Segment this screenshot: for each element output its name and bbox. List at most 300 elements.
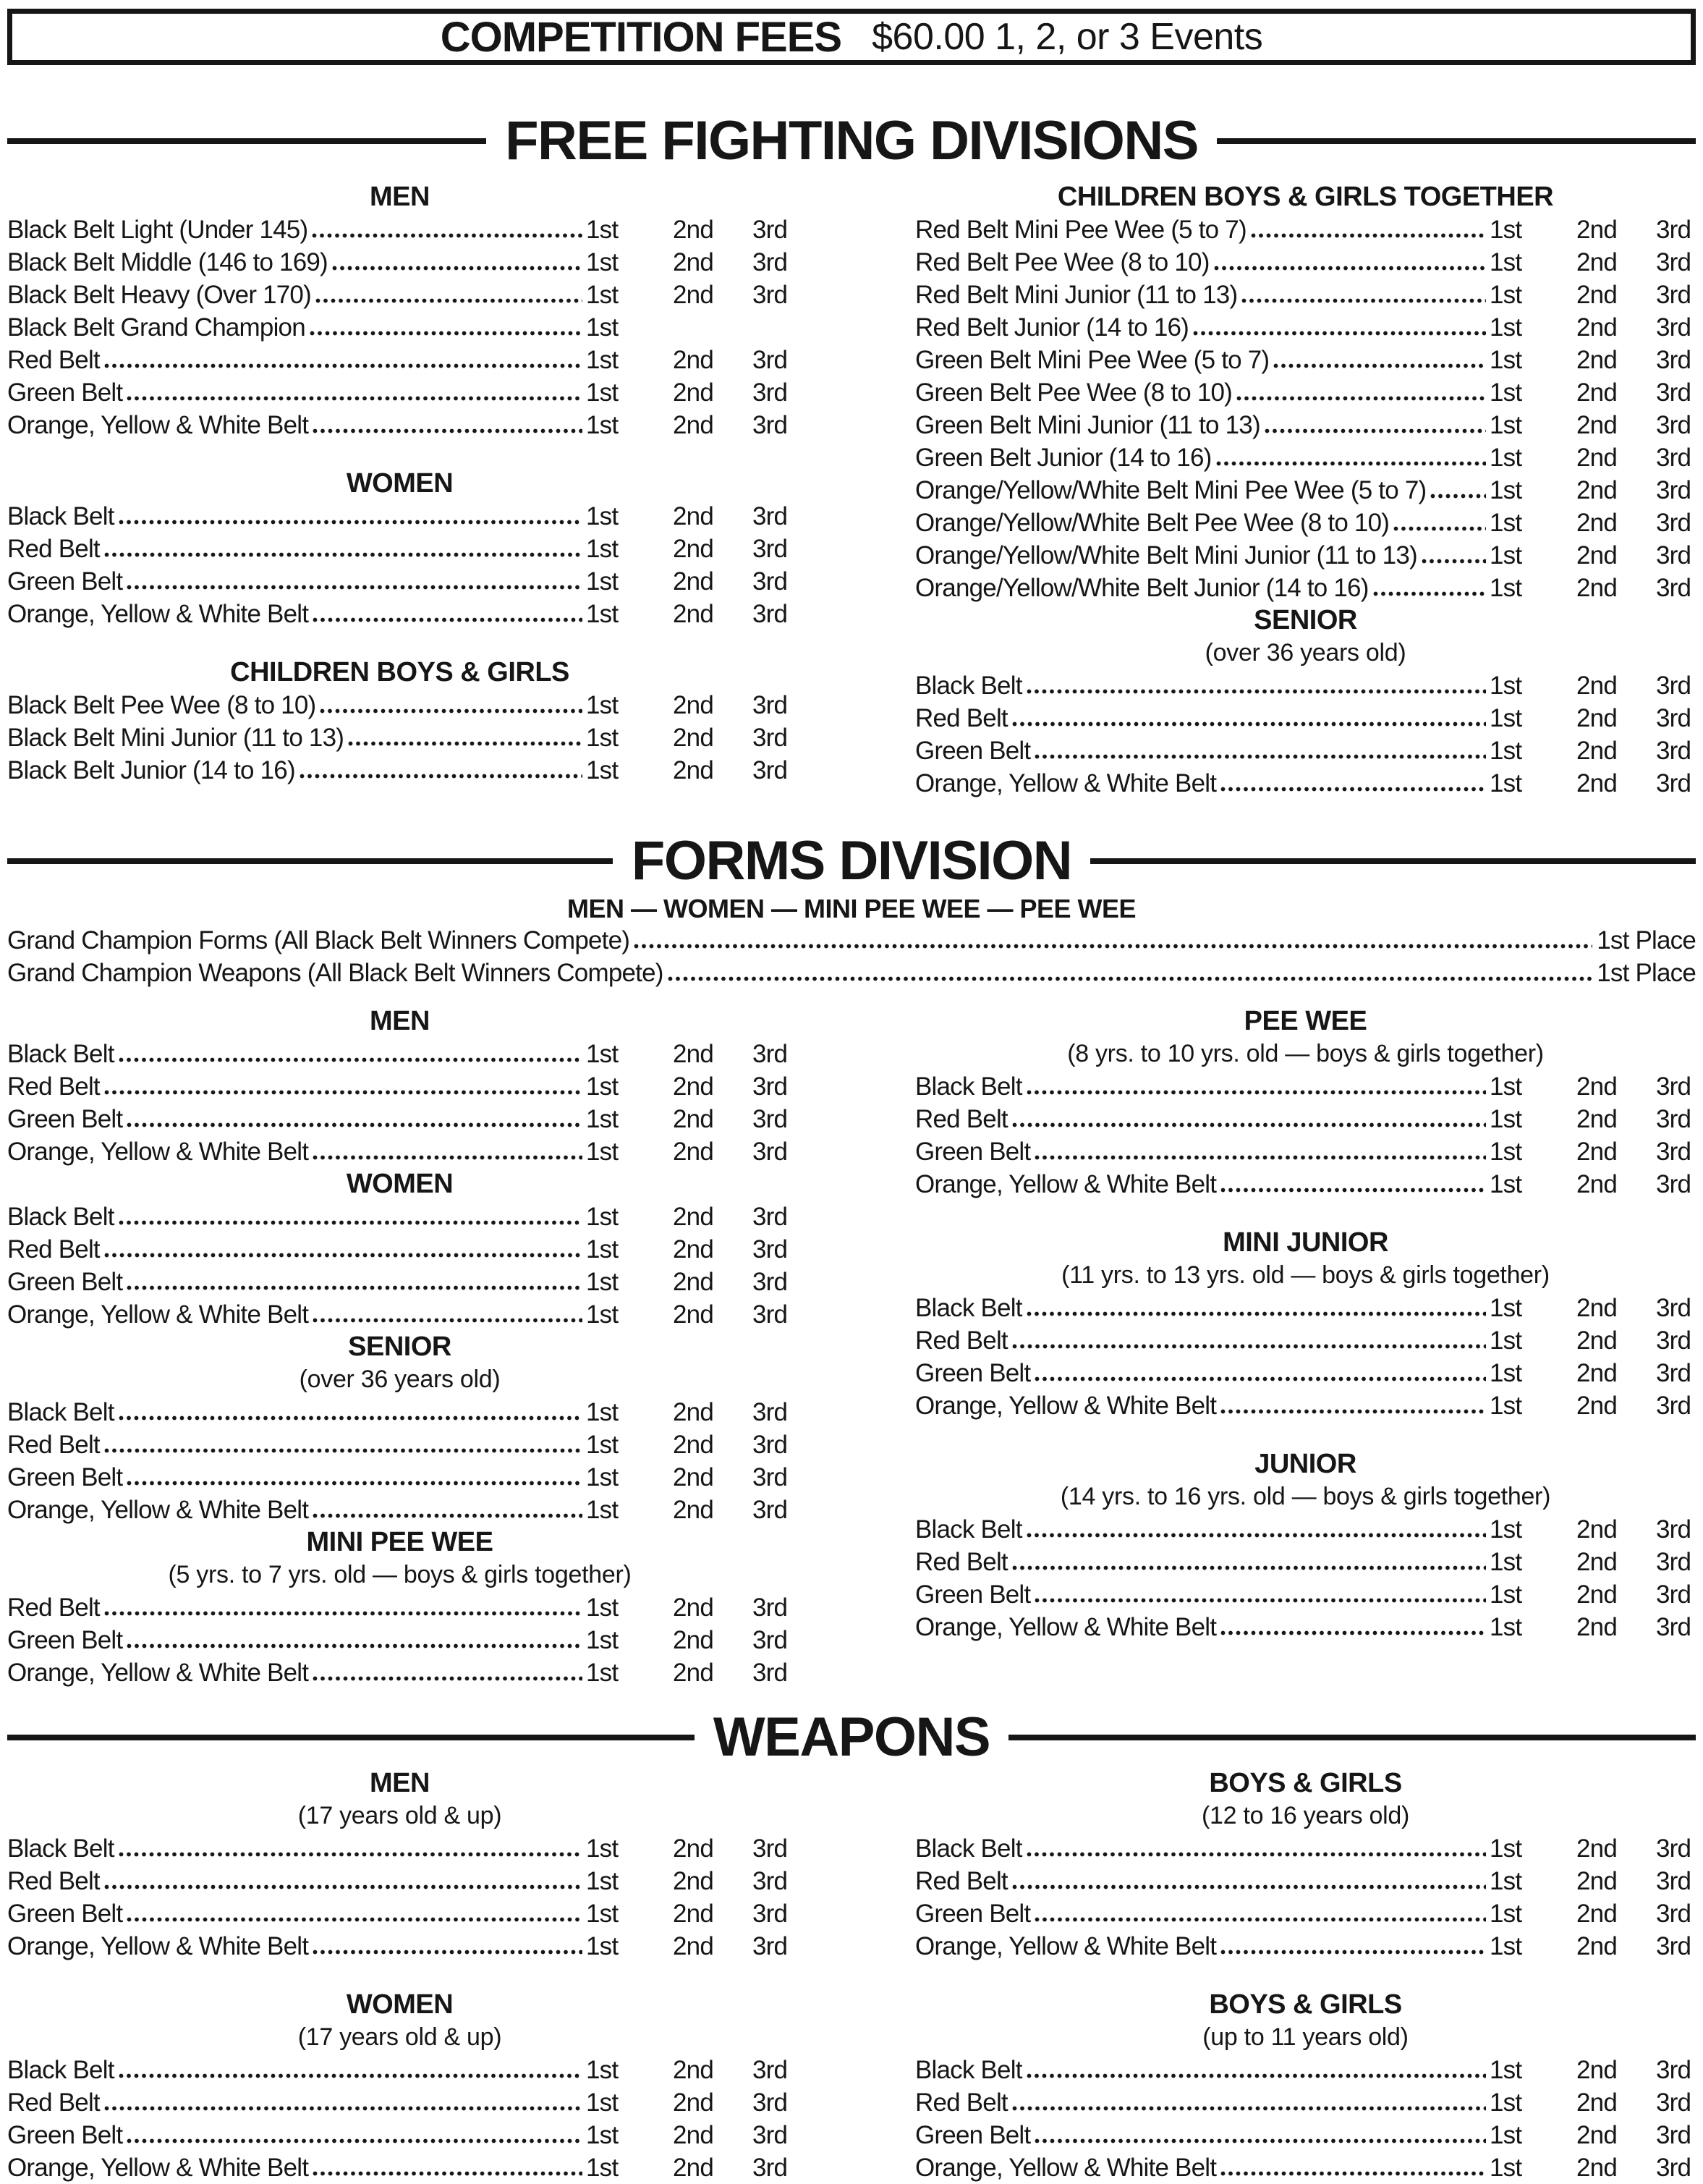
place-1st: 1st — [586, 1137, 619, 1166]
place-2nd: 2nd — [673, 1039, 713, 1068]
group-header: CHILDREN BOYS & GIRLS TOGETHER — [1057, 182, 1554, 212]
group-subheader: (up to 11 years old) — [1202, 2023, 1409, 2051]
award-row — [915, 1103, 1696, 1135]
place-2nd: 2nd — [673, 215, 713, 244]
place-1st: 1st — [586, 345, 619, 374]
award-row — [915, 441, 1696, 474]
column-left — [7, 181, 792, 787]
group-header: MEN — [370, 182, 430, 212]
place-2nd: 2nd — [1576, 1931, 1617, 1960]
award-row — [7, 2119, 792, 2151]
award-label: Orange, Yellow & White Belt — [7, 1300, 309, 1329]
group-subheader: (8 yrs. to 10 yrs. old — boys & girls together) — [1067, 1040, 1544, 1067]
place-2nd: 2nd — [1576, 215, 1617, 244]
dot-leader — [1012, 1565, 1486, 1570]
group-subheader: (14 yrs. to 16 yrs. old — boys & girls together) — [1060, 1483, 1551, 1510]
place-3rd: 3rd — [752, 247, 788, 276]
place-3rd: 3rd — [1656, 508, 1691, 537]
award-row — [7, 1461, 792, 1494]
place-1st: 1st — [586, 2153, 619, 2182]
award-row — [7, 1201, 792, 1233]
award-row — [915, 539, 1696, 572]
title-rule-right — [1217, 138, 1696, 144]
place-1st: 1st — [1490, 1834, 1522, 1863]
award-label: Black Belt — [915, 1515, 1022, 1544]
place-1st: 1st — [586, 1430, 619, 1459]
dot-leader — [1035, 754, 1486, 759]
place-2nd: 2nd — [673, 1834, 713, 1863]
award-row — [7, 2054, 792, 2086]
place-2nd: 2nd — [1576, 280, 1617, 309]
place-3rd: 3rd — [1656, 1899, 1691, 1928]
award-label: Black Belt — [7, 501, 114, 530]
place-3rd: 3rd — [1656, 1834, 1691, 1863]
place-3rd: 3rd — [1656, 1866, 1691, 1895]
award-label: Red Belt — [915, 1866, 1008, 1895]
place-1st: 1st — [1490, 313, 1522, 342]
place-2nd: 2nd — [673, 1104, 713, 1133]
award-row — [915, 1930, 1696, 1963]
place-1st: 1st — [586, 755, 619, 784]
group-header: MINI JUNIOR — [1223, 1227, 1388, 1258]
place-1st: 1st — [1490, 1169, 1522, 1198]
award-label: Black Belt Heavy (Over 170) — [7, 280, 311, 309]
award-row — [7, 1070, 792, 1103]
award-label: Red Belt Pee Wee (8 to 10) — [915, 247, 1210, 276]
place-3rd: 3rd — [752, 1104, 788, 1133]
group-subheader: (17 years old & up) — [297, 1802, 502, 1829]
dot-leader — [1027, 1090, 1486, 1095]
place-1st: 1st — [1490, 769, 1522, 797]
dot-leader — [312, 233, 582, 238]
dot-leader — [313, 1676, 582, 1681]
place-2nd: 2nd — [673, 1202, 713, 1231]
place-2nd: 2nd — [673, 345, 713, 374]
place-2nd: 2nd — [1576, 247, 1617, 276]
place-3rd: 3rd — [1656, 1293, 1691, 1322]
grand-champion-place: 1st Place — [1597, 958, 1696, 987]
award-label: Black Belt Middle (146 to 169) — [7, 247, 328, 276]
column-right — [915, 1005, 1696, 1643]
award-row — [7, 1591, 792, 1624]
dot-leader — [119, 2073, 582, 2078]
dot-leader — [1241, 298, 1486, 303]
place-2nd: 2nd — [673, 1300, 713, 1329]
dot-leader — [1035, 1917, 1486, 1922]
award-row — [915, 1578, 1696, 1611]
dot-leader — [313, 1950, 582, 1955]
place-2nd: 2nd — [673, 1235, 713, 1264]
award-row — [7, 1624, 792, 1656]
dot-leader — [119, 1057, 582, 1062]
place-1st: 1st — [586, 501, 619, 530]
place-1st: 1st — [586, 1300, 619, 1329]
place-3rd: 3rd — [1656, 1326, 1691, 1355]
dot-leader — [104, 2106, 582, 2111]
place-1st: 1st — [586, 1495, 619, 1524]
place-1st: 1st — [1490, 508, 1522, 537]
place-3rd: 3rd — [1656, 1931, 1691, 1960]
grand-champion-rows — [7, 924, 1696, 989]
place-1st: 1st — [586, 313, 619, 342]
place-2nd: 2nd — [673, 1397, 713, 1426]
dot-leader — [1216, 461, 1487, 466]
award-row — [7, 1298, 792, 1331]
place-1st: 1st — [1490, 345, 1522, 374]
award-row — [7, 1233, 792, 1266]
place-3rd: 3rd — [752, 501, 788, 530]
place-1st: 1st — [1490, 2120, 1522, 2149]
award-row — [7, 1930, 792, 1963]
dot-leader — [1273, 363, 1486, 368]
award-row — [915, 311, 1696, 344]
place-3rd: 3rd — [1656, 573, 1691, 602]
award-label: Green Belt — [7, 1625, 123, 1654]
place-2nd: 2nd — [673, 1593, 713, 1622]
place-2nd: 2nd — [1576, 1547, 1617, 1576]
place-3rd: 3rd — [752, 1137, 788, 1166]
place-2nd: 2nd — [1576, 671, 1617, 700]
place-1st: 1st — [586, 1834, 619, 1863]
award-label: Red Belt — [7, 2088, 100, 2117]
title-rule-left — [7, 858, 613, 864]
award-label: Orange, Yellow & White Belt — [7, 599, 309, 628]
place-3rd: 3rd — [752, 2120, 788, 2149]
group-header: SENIOR — [348, 1332, 451, 1362]
award-label: Red Belt — [7, 1593, 100, 1622]
award-label: Green Belt — [7, 1104, 123, 1133]
place-2nd: 2nd — [1576, 1834, 1617, 1863]
place-1st: 1st — [586, 215, 619, 244]
place-2nd: 2nd — [673, 1463, 713, 1491]
award-row — [915, 767, 1696, 800]
dot-leader — [1251, 233, 1486, 238]
place-1st: 1st — [586, 534, 619, 563]
place-2nd: 2nd — [673, 1495, 713, 1524]
section-title: FORMS DIVISION — [631, 830, 1072, 892]
award-row — [7, 1494, 792, 1526]
award-row — [7, 1429, 792, 1461]
award-label: Green Belt — [7, 1463, 123, 1491]
group-subheader: (5 yrs. to 7 yrs. old — boys & girls together) — [168, 1561, 632, 1588]
dot-leader — [127, 1285, 582, 1290]
place-2nd: 2nd — [673, 2088, 713, 2117]
award-row — [915, 376, 1696, 409]
dot-leader — [1220, 1188, 1486, 1193]
award-row — [7, 2086, 792, 2119]
group — [915, 1005, 1696, 1201]
place-1st: 1st — [1490, 280, 1522, 309]
place-2nd: 2nd — [673, 1658, 713, 1687]
award-row — [915, 474, 1696, 507]
award-label: Orange, Yellow & White Belt — [7, 1658, 309, 1687]
dot-leader — [1193, 331, 1486, 336]
place-3rd: 3rd — [752, 280, 788, 309]
fees-amount: $60.00 1, 2, or 3 Events — [872, 16, 1263, 58]
place-3rd: 3rd — [752, 345, 788, 374]
award-label: Orange, Yellow & White Belt — [915, 1612, 1217, 1641]
place-3rd: 3rd — [752, 1593, 788, 1622]
award-row — [7, 1103, 792, 1135]
award-label: Red Belt — [7, 1235, 100, 1264]
place-2nd: 2nd — [1576, 378, 1617, 407]
place-2nd: 2nd — [1576, 1072, 1617, 1101]
award-row — [7, 721, 792, 754]
place-3rd: 3rd — [752, 1235, 788, 1264]
group — [7, 1331, 792, 1526]
title-rule-right — [1090, 858, 1696, 864]
place-1st: 1st — [586, 690, 619, 719]
dot-leader — [1027, 1852, 1486, 1857]
section-forms — [7, 830, 1696, 1689]
place-1st: 1st — [1490, 541, 1522, 570]
place-3rd: 3rd — [752, 690, 788, 719]
group-subheader: (12 to 16 years old) — [1202, 1802, 1409, 1829]
place-2nd: 2nd — [673, 1072, 713, 1101]
award-row — [915, 344, 1696, 376]
award-row — [7, 246, 792, 279]
place-2nd: 2nd — [1576, 1899, 1617, 1928]
award-label: Orange, Yellow & White Belt — [915, 769, 1217, 797]
award-label: Black Belt — [915, 1293, 1022, 1322]
group — [7, 1526, 792, 1689]
place-3rd: 3rd — [1656, 280, 1691, 309]
award-row — [7, 689, 792, 721]
award-label: Green Belt Pee Wee (8 to 10) — [915, 378, 1233, 407]
award-row — [7, 598, 792, 630]
place-1st: 1st — [1490, 1391, 1522, 1420]
place-2nd: 2nd — [673, 1899, 713, 1928]
award-label: Black Belt — [7, 2055, 114, 2084]
dot-leader — [313, 617, 582, 622]
dot-leader — [119, 1220, 582, 1225]
place-3rd: 3rd — [752, 723, 788, 752]
place-2nd: 2nd — [1576, 703, 1617, 732]
place-2nd: 2nd — [673, 2055, 713, 2084]
award-row — [915, 702, 1696, 735]
group-header: BOYS & GIRLS — [1209, 1768, 1402, 1798]
place-2nd: 2nd — [673, 1137, 713, 1166]
dot-leader — [127, 2138, 582, 2143]
place-1st: 1st — [586, 1039, 619, 1068]
place-1st: 1st — [1490, 1326, 1522, 1355]
section-title-row — [7, 830, 1696, 892]
award-row — [915, 1865, 1696, 1897]
award-row — [7, 1266, 792, 1298]
place-1st: 1st — [1490, 1866, 1522, 1895]
group-header: BOYS & GIRLS — [1209, 1989, 1402, 2020]
dot-leader — [119, 1852, 582, 1857]
place-1st: 1st — [1490, 1137, 1522, 1166]
award-row — [915, 2151, 1696, 2184]
place-3rd: 3rd — [1656, 1391, 1691, 1420]
place-1st: 1st — [1490, 378, 1522, 407]
place-3rd: 3rd — [1656, 2088, 1691, 2117]
place-2nd: 2nd — [673, 1267, 713, 1296]
award-label: Green Belt — [7, 378, 123, 407]
group-header: SENIOR — [1254, 605, 1357, 635]
dot-leader — [1265, 428, 1486, 433]
place-1st: 1st — [1490, 1358, 1522, 1387]
award-label: Orange, Yellow & White Belt — [7, 1931, 309, 1960]
award-label: Black Belt Mini Junior (11 to 13) — [7, 723, 344, 752]
group — [915, 181, 1696, 604]
award-label: Orange, Yellow & White Belt — [915, 1931, 1217, 1960]
dot-leader — [127, 1481, 582, 1486]
group — [7, 1005, 792, 1168]
award-row — [915, 2086, 1696, 2119]
place-1st: 1st — [586, 1267, 619, 1296]
place-3rd: 3rd — [752, 1072, 788, 1101]
award-label: Green Belt — [915, 1580, 1031, 1609]
column-left — [7, 1767, 792, 2184]
place-3rd: 3rd — [752, 1039, 788, 1068]
award-label: Black Belt Light (Under 145) — [7, 215, 308, 244]
award-label: Red Belt Junior (14 to 16) — [915, 313, 1189, 342]
dot-leader — [315, 298, 582, 303]
dot-leader — [1012, 2106, 1486, 2111]
award-label: Red Belt — [7, 1072, 100, 1101]
section-title-row — [7, 110, 1696, 172]
award-label: Green Belt — [915, 1358, 1031, 1387]
section-title: FREE FIGHTING DIVISIONS — [505, 110, 1198, 172]
place-3rd: 3rd — [752, 2153, 788, 2182]
award-row — [915, 669, 1696, 702]
dot-leader — [1035, 1376, 1486, 1381]
place-2nd: 2nd — [1576, 313, 1617, 342]
place-3rd: 3rd — [1656, 1072, 1691, 1101]
place-3rd: 3rd — [1656, 541, 1691, 570]
dot-leader — [1214, 266, 1486, 271]
place-3rd: 3rd — [1656, 1104, 1691, 1133]
place-3rd: 3rd — [752, 1267, 788, 1296]
place-1st: 1st — [586, 1202, 619, 1231]
place-1st: 1st — [586, 2120, 619, 2149]
place-2nd: 2nd — [1576, 541, 1617, 570]
place-2nd: 2nd — [1576, 769, 1617, 797]
place-1st: 1st — [586, 1899, 619, 1928]
place-2nd: 2nd — [673, 280, 713, 309]
place-1st: 1st — [586, 2088, 619, 2117]
place-1st: 1st — [1490, 1931, 1522, 1960]
award-label: Green Belt — [915, 2120, 1031, 2149]
award-row — [915, 1546, 1696, 1578]
group — [915, 1989, 1696, 2184]
award-label: Orange, Yellow & White Belt — [7, 1495, 309, 1524]
award-row — [7, 1038, 792, 1070]
group-header: WOMEN — [346, 1169, 454, 1199]
group-header: WOMEN — [346, 468, 454, 499]
place-3rd: 3rd — [1656, 1580, 1691, 1609]
place-1st: 1st — [586, 567, 619, 596]
dot-leader — [1027, 689, 1486, 694]
award-label: Black Belt Pee Wee (8 to 10) — [7, 690, 316, 719]
award-label: Red Belt — [915, 1326, 1008, 1355]
dot-leader — [332, 266, 582, 271]
place-3rd: 3rd — [752, 1397, 788, 1426]
column-right — [915, 181, 1696, 800]
place-3rd: 3rd — [1656, 313, 1691, 342]
award-label: Green Belt Mini Junior (11 to 13) — [915, 410, 1260, 439]
place-1st: 1st — [586, 1931, 619, 1960]
award-row — [915, 2054, 1696, 2086]
place-2nd: 2nd — [673, 690, 713, 719]
place-1st: 1st — [1490, 215, 1522, 244]
dot-leader — [104, 1090, 582, 1095]
place-2nd: 2nd — [1576, 2153, 1617, 2182]
dot-leader — [127, 1917, 582, 1922]
column-left — [7, 1005, 792, 1689]
award-row — [7, 1897, 792, 1930]
place-2nd: 2nd — [673, 723, 713, 752]
award-label: Orange/Yellow/White Belt Junior (14 to 16) — [915, 573, 1369, 602]
place-3rd: 3rd — [1656, 703, 1691, 732]
place-3rd: 3rd — [1656, 2120, 1691, 2149]
award-label: Red Belt Mini Junior (11 to 13) — [915, 280, 1238, 309]
place-1st: 1st — [1490, 1515, 1522, 1544]
award-label: Black Belt — [7, 1202, 114, 1231]
award-row — [915, 735, 1696, 767]
award-label: Red Belt — [915, 703, 1008, 732]
forms-subtitle: MEN — WOMEN — MINI PEE WEE — PEE WEE — [566, 894, 1137, 923]
place-1st: 1st — [586, 1463, 619, 1491]
place-3rd: 3rd — [752, 2088, 788, 2117]
award-label: Black Belt Grand Champion — [7, 313, 305, 342]
place-2nd: 2nd — [673, 599, 713, 628]
place-2nd: 2nd — [1576, 1358, 1617, 1387]
place-1st: 1st — [1490, 671, 1522, 700]
place-2nd: 2nd — [1576, 573, 1617, 602]
place-3rd: 3rd — [752, 378, 788, 407]
dot-leader — [1027, 2073, 1486, 2078]
place-3rd: 3rd — [752, 1625, 788, 1654]
place-1st: 1st — [1490, 1612, 1522, 1641]
award-label: Green Belt — [7, 1899, 123, 1928]
award-label: Black Belt Junior (14 to 16) — [7, 755, 295, 784]
place-3rd: 3rd — [752, 1931, 788, 1960]
fees-title: COMPETITION FEES — [440, 13, 842, 61]
award-label: Orange, Yellow & White Belt — [7, 1137, 309, 1166]
award-row — [915, 246, 1696, 279]
place-3rd: 3rd — [1656, 1612, 1691, 1641]
award-label: Red Belt — [7, 1866, 100, 1895]
group-header: PEE WEE — [1244, 1006, 1367, 1036]
place-1st: 1st — [586, 410, 619, 439]
group-subheader: (17 years old & up) — [297, 2023, 502, 2051]
place-1st: 1st — [1490, 443, 1522, 472]
group-header: WOMEN — [346, 1989, 454, 2020]
award-row — [915, 1292, 1696, 1324]
competition-fees-banner — [7, 9, 1696, 65]
column-right — [915, 1767, 1696, 2184]
dot-leader — [127, 1122, 582, 1127]
place-2nd: 2nd — [1576, 1580, 1617, 1609]
dot-leader — [104, 552, 582, 557]
place-2nd: 2nd — [1576, 1104, 1617, 1133]
award-label: Black Belt — [915, 1834, 1022, 1863]
place-3rd: 3rd — [1656, 1137, 1691, 1166]
place-3rd: 3rd — [752, 410, 788, 439]
award-row — [7, 1865, 792, 1897]
place-2nd: 2nd — [673, 1430, 713, 1459]
title-rule-right — [1008, 1735, 1696, 1740]
place-2nd: 2nd — [1576, 2055, 1617, 2084]
award-row — [915, 1513, 1696, 1546]
award-label: Red Belt — [7, 1430, 100, 1459]
award-row — [915, 1357, 1696, 1389]
award-label: Green Belt — [915, 1137, 1031, 1166]
group — [7, 1767, 792, 1963]
